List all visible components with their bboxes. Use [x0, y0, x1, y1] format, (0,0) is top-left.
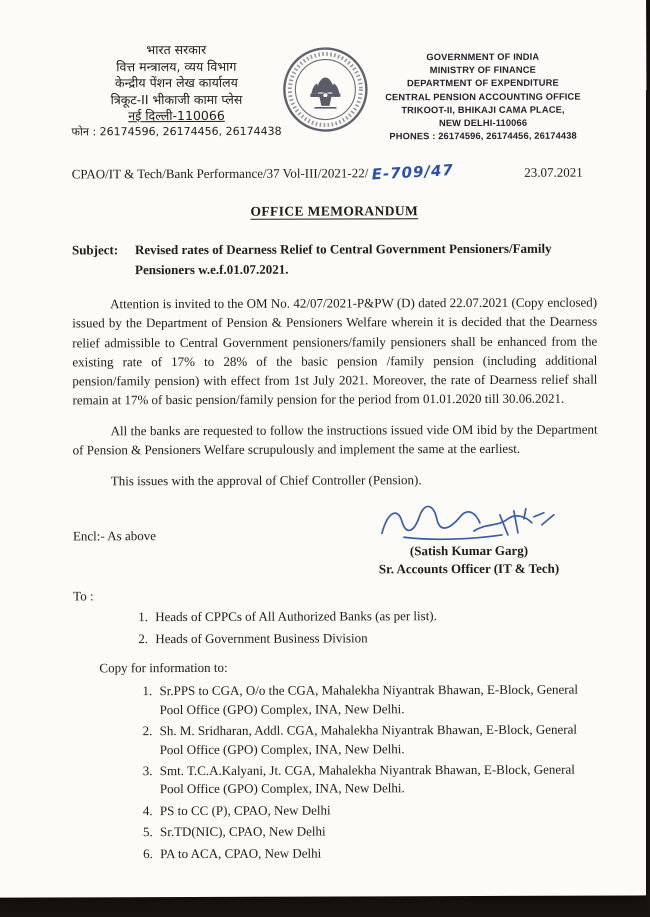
enclosure-note: Encl:- As above: [72, 528, 157, 544]
copy-item: 3. Smt. T.C.A.Kalyani, Jt. CGA, Mahalekha Niyantrak Bhawan, E-Block, General Pool Office (GPO) Complex, INA, New Delhi.: [156, 761, 599, 799]
address-line: MINISTRY OF FINANCE: [429, 64, 536, 76]
subject-line: [72, 239, 597, 280]
copy-item: 5. Sr.TD(NIC), CPAO, New Delhi: [156, 822, 599, 842]
address-line: त्रिकूट-II भीकाजी कामा प्लेस: [110, 91, 243, 107]
to-item: 2. Heads of Government Business Division: [151, 628, 598, 648]
address-line: CENTRAL PENSION ACCOUNTING OFFICE: [385, 91, 581, 102]
subject-label: Subject:: [71, 242, 119, 258]
address-line: वित्त मन्त्रालय, व्यय विभाग: [116, 58, 237, 74]
to-item: 1. Heads of CPPCs of All Authorized Banks (as per list).: [151, 607, 598, 627]
copy-section: [73, 659, 599, 864]
reference-date: 23.07.2021: [524, 164, 583, 181]
english-address-block: [369, 51, 596, 144]
to-list: [73, 607, 598, 649]
address-line: TRIKOOT-II, BHIKAJI CAMA PLACE,: [401, 104, 565, 116]
copy-item: 6. PA to ACA, CPAO, New Delhi: [156, 843, 599, 863]
scan-edge-shadow: [646, 90, 650, 917]
address-line: NEW DELHI-110066: [438, 117, 528, 129]
emblem-container: [281, 45, 369, 133]
copy-item: 2. Sh. M. Sridharan, Addl. CGA, Mahalekha Niyantrak Bhawan, E-Block, General Pool Office (GPO) Complex, INA, New Delhi.: [156, 721, 599, 759]
address-line: DEPARTMENT OF EXPENDITURE: [406, 78, 559, 89]
copy-item: 4. PS to CC (P), CPAO, New Delhi: [156, 800, 599, 820]
to-label: To :: [73, 588, 94, 604]
body-paragraph-3: This issues with the approval of Chief Controller (Pension).: [110, 472, 422, 489]
body-paragraph-1: Attention is invited to the OM No. 42/07/2021-P&PW (D) dated 22.07.2021 (Copy enclosed) issued by the Department of Pension & Pensioners Welfare wherein it is decided that the Dearness relief admissible to Central Government pensioners/family pensioners shall be enhanced from the existing rate of 17% to 28% of the basic pension /family pension (including additional pension/family pension) with effect from 1st July 2021. Moreover, the rate of Dearness relief shall remain at 17% of basic pension/family pension for the period from 01.01.2020 till 30.06.2021.: [72, 294, 598, 408]
address-line: केन्द्रीय पेंशन लेख कार्यालय: [114, 74, 238, 91]
signatory-name: (Satish Kumar Garg): [409, 543, 529, 559]
signature-block: [344, 497, 594, 578]
copy-list: [73, 681, 599, 864]
phone-line: PHONES : 26174596, 26174456, 26174438: [389, 130, 577, 142]
copy-label: Copy for information to:: [99, 660, 228, 676]
phone-line: फोन : 26174596, 26174456, 26174438: [71, 124, 282, 138]
reference-row: [72, 163, 597, 183]
memo-title: OFFICE MEMORANDUM: [250, 203, 419, 220]
address-line: GOVERNMENT OF INDIA: [426, 51, 540, 63]
hindi-address-block: [71, 42, 281, 140]
enclosure-signature-row: [73, 497, 598, 579]
address-line: नई दिल्ली-110066: [128, 107, 225, 124]
address-line: भारत सरकार: [146, 41, 207, 58]
body-paragraph-2: All the banks are requested to follow the instructions issued vide OM ibid by the Department of Pension & Pensioners Welfare scrupulously and implement the same at the earliest.: [72, 421, 598, 458]
signature-scribble-icon: [374, 497, 564, 550]
to-section: [73, 587, 598, 649]
india-national-emblem-icon: [281, 45, 369, 133]
signatory-designation: Sr. Accounts Officer (IT & Tech): [378, 561, 560, 577]
copy-item: 1. Sr.PPS to CGA, O/o the CGA, Mahalekha Niyantrak Bhawan, E-Block, General Pool Office (GPO) Complex, INA, New Delhi.: [155, 681, 598, 719]
handwritten-file-number: E-709/47: [370, 161, 454, 184]
reference-number: CPAO/IT & Tech/Bank Performance/37 Vol-III/2021-22/: [71, 165, 369, 182]
letterhead: [71, 41, 596, 145]
subject-text: Revised rates of Dearness Relief to Central Government Pensioners/Family Pensioners w.e.f.01.07.2021.: [134, 241, 552, 277]
